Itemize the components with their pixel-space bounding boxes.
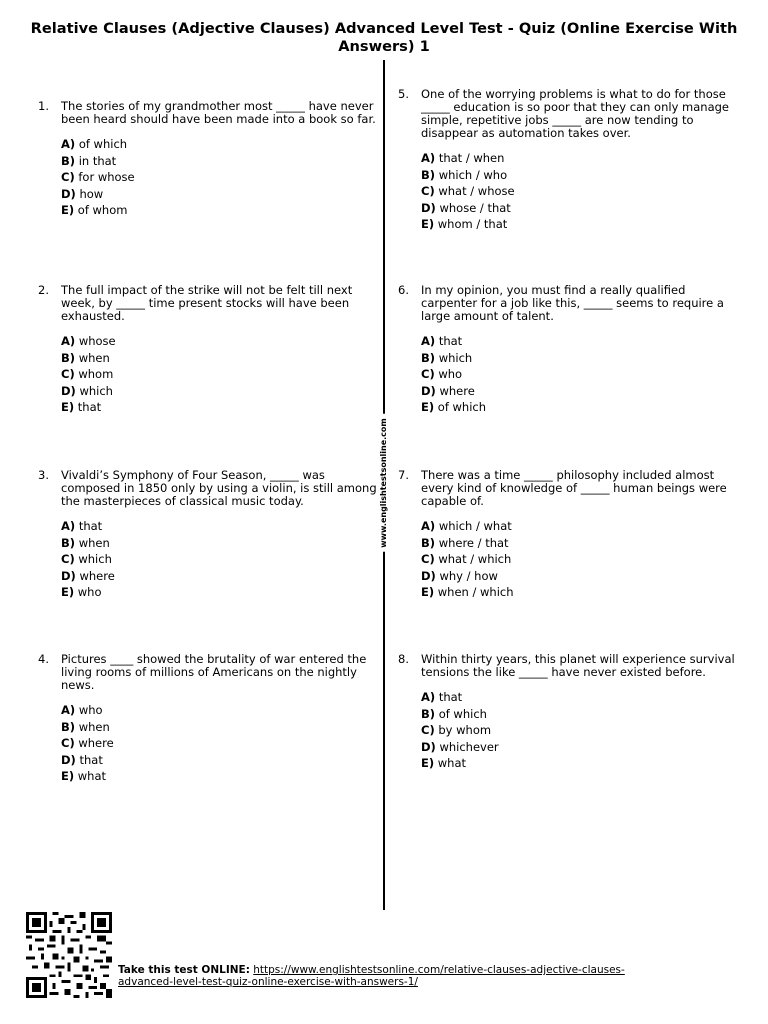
qr-code-icon[interactable] xyxy=(24,912,114,998)
option-c[interactable]: C) for whose xyxy=(61,170,135,184)
question-text: In my opinion, you must find a really qualified carpenter for a job like this, _____ seems to require a large amount of talent. xyxy=(421,283,724,323)
online-test-link[interactable]: https://www.englishtestsonline.com/relative-clauses-adjective-clauses-advanced-level-test-quiz-online-exercise-with-answers-1/ xyxy=(118,964,625,988)
answer-options xyxy=(61,704,381,783)
question-number: 1. xyxy=(38,99,49,113)
option-a[interactable]: A) that xyxy=(421,334,463,348)
question-text: There was a time _____ philosophy included almost every kind of knowledge of _____ human beings were capable of. xyxy=(421,468,727,508)
answer-options xyxy=(61,138,381,217)
option-c[interactable]: C) which xyxy=(61,552,112,566)
option-c[interactable]: C) whom xyxy=(61,367,114,381)
answer-options xyxy=(61,335,381,414)
question-number: 2. xyxy=(38,283,49,297)
page-title: Relative Clauses (Adjective Clauses) Advanced Level Test - Quiz (Online Exercise With Answers) 1 xyxy=(30,20,738,55)
question-number: 5. xyxy=(398,87,409,101)
side-watermark-url: www.englishtestsonline.com xyxy=(379,414,389,552)
answer-options xyxy=(421,520,741,599)
option-e[interactable]: E) that xyxy=(61,400,102,414)
option-d[interactable]: D) where xyxy=(421,383,475,398)
footer-label: Take this test ONLINE: xyxy=(118,964,250,976)
option-e[interactable]: E) whom / that xyxy=(421,217,508,231)
answer-options xyxy=(61,520,381,599)
footer xyxy=(118,964,658,988)
question-number: 3. xyxy=(38,468,49,482)
answer-options xyxy=(421,152,741,231)
question-text: Pictures ____ showed the brutality of war entered the living rooms of millions of Americans on the nightly news. xyxy=(61,652,367,692)
option-d[interactable]: D) whichever xyxy=(421,739,499,754)
question-5 xyxy=(398,87,741,235)
question-number: 4. xyxy=(38,652,49,666)
option-d[interactable]: D) how xyxy=(61,186,104,201)
option-d[interactable]: D) whose / that xyxy=(421,200,511,215)
option-b[interactable]: B) when xyxy=(61,350,110,365)
question-1 xyxy=(38,99,381,221)
question-2 xyxy=(38,283,381,418)
option-b[interactable]: B) where / that xyxy=(421,535,509,550)
answer-options xyxy=(421,335,741,414)
option-a[interactable]: A) that xyxy=(61,519,103,533)
option-e[interactable]: E) what xyxy=(61,769,107,783)
question-text: The stories of my grandmother most _____ have never been heard should have been made into a book so far. xyxy=(61,99,376,126)
question-8 xyxy=(398,652,741,774)
option-e[interactable]: E) when / which xyxy=(421,585,514,599)
option-c[interactable]: C) where xyxy=(61,736,114,750)
option-e[interactable]: E) of whom xyxy=(61,203,128,217)
option-a[interactable]: A) whose xyxy=(61,334,116,348)
option-b[interactable]: B) when xyxy=(61,719,110,734)
question-text: Within thirty years, this planet will experience survival tensions the like _____ have never existed before. xyxy=(421,652,735,679)
option-b[interactable]: B) which / who xyxy=(421,167,508,182)
option-b[interactable]: B) of which xyxy=(421,706,487,721)
option-d[interactable]: D) which xyxy=(61,383,113,398)
option-c[interactable]: C) what / which xyxy=(421,552,512,566)
question-text: One of the worrying problems is what to do for those _____ education is so poor that they can only manage simple, repetitive jobs _____ are now tending to disappear as automation takes over. xyxy=(421,87,730,140)
option-b[interactable]: B) which xyxy=(421,350,473,365)
option-d[interactable]: D) where xyxy=(61,568,115,583)
question-number: 8. xyxy=(398,652,409,666)
question-6 xyxy=(398,283,741,418)
question-number: 6. xyxy=(398,283,409,297)
option-a[interactable]: A) that xyxy=(421,690,463,704)
question-4 xyxy=(38,652,381,787)
option-a[interactable]: A) who xyxy=(61,703,103,717)
option-a[interactable]: A) that / when xyxy=(421,151,505,165)
question-3 xyxy=(38,468,381,603)
option-e[interactable]: E) who xyxy=(61,585,102,599)
question-number: 7. xyxy=(398,468,409,482)
option-d[interactable]: D) why / how xyxy=(421,568,498,583)
question-text: Vivaldi’s Symphony of Four Season, _____ was composed in 1850 only by using a violin, is still among the masterpieces of classical music today. xyxy=(61,468,377,508)
option-a[interactable]: A) of which xyxy=(61,137,128,151)
option-b[interactable]: B) when xyxy=(61,535,110,550)
question-7 xyxy=(398,468,741,603)
option-c[interactable]: C) what / whose xyxy=(421,184,515,198)
option-e[interactable]: E) what xyxy=(421,756,467,770)
option-b[interactable]: B) in that xyxy=(61,153,117,168)
option-d[interactable]: D) that xyxy=(61,752,103,767)
option-e[interactable]: E) of which xyxy=(421,400,487,414)
option-c[interactable]: C) by whom xyxy=(421,723,492,737)
question-text: The full impact of the strike will not be felt till next week, by _____ time present stocks will have been exhausted. xyxy=(61,283,353,323)
option-a[interactable]: A) which / what xyxy=(421,519,512,533)
option-c[interactable]: C) who xyxy=(421,367,463,381)
answer-options xyxy=(421,691,741,770)
